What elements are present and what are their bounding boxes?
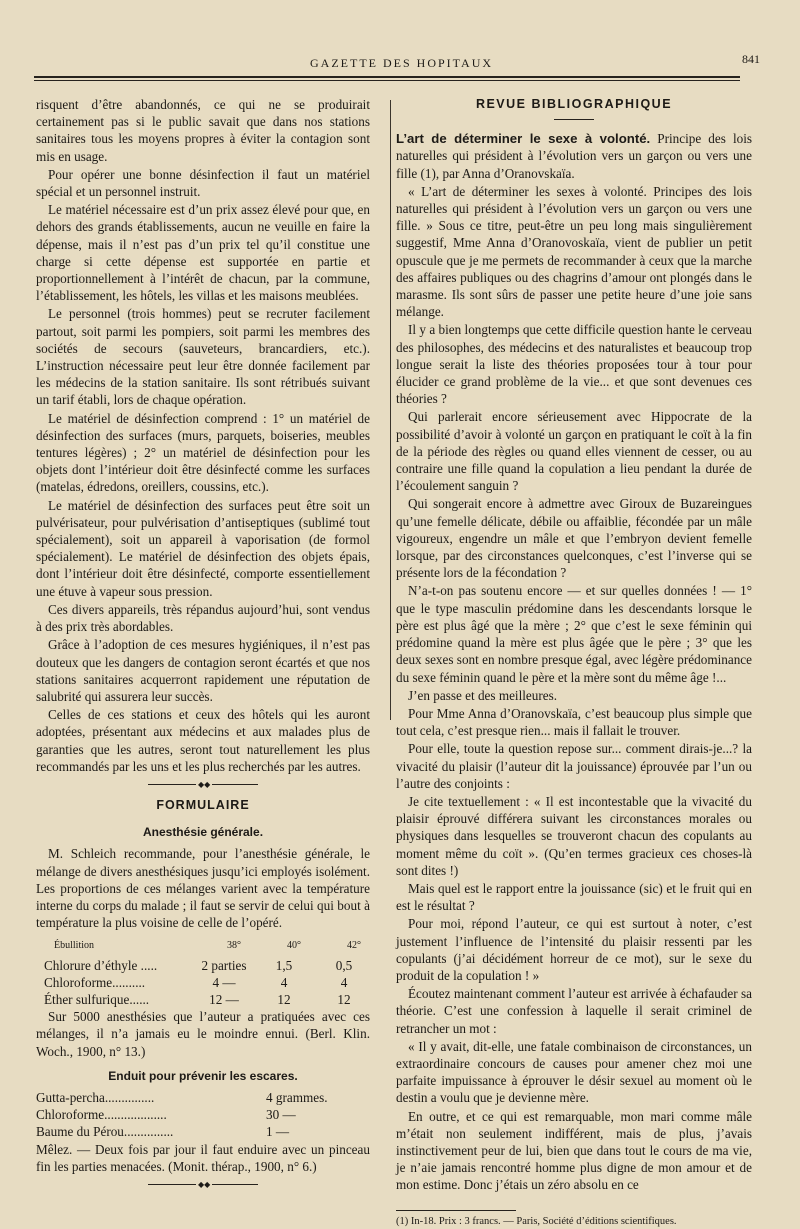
paragraph: N’a-t-on pas soutenu encore — et sur quelles données ! — 1° que le type masculin prédomine dans les descendants lorsque le père est plus âgé que la mère ; 2° que c’est le sexe féminin qui prédomine quand la mère est plus âgée que le père ; 3° que les deux sexes sont en nombre presque égal, avec légère prédominance du sexe féminin quand le père et la mère sont du même âge !... <box>396 583 752 685</box>
journal-title: GAZETTE DES HOPITAUX <box>310 56 494 70</box>
table-cell: 12 <box>277 991 291 1007</box>
table-head-cell: 38° <box>227 940 241 952</box>
paragraph: « Il y avait, dit-elle, une fatale combinaison de circonstances, un extraordinaire concours de causes pour amener chez moi une parfaite impuissance à éprouver le désir sexuel au moment où le destin a voulu que je devienne mère. <box>396 1038 752 1106</box>
column-rule <box>390 100 391 720</box>
rx-ingredient: Baume du Pérou............... <box>36 1124 174 1140</box>
paragraph: J’en passe et des meilleures. <box>408 687 558 703</box>
paragraph: risquent d’être abandonnés, ce qui ne se produirait certainement pas si le public savait que dans nos stations sanitaires tous les moyens propres à éviter la contagion sont mis en usage. <box>36 97 370 164</box>
right-column <box>396 96 752 1229</box>
review-title: REVUE BIBLIOGRAPHIQUE <box>475 97 673 111</box>
left-column <box>36 96 370 1191</box>
rx-quantity: 30 — <box>266 1107 296 1123</box>
book-title: L’art de déterminer le sexe à volonté. <box>396 131 651 147</box>
table-cell: 12 <box>337 991 351 1007</box>
table-head-cell: 42° <box>347 940 361 952</box>
table-row <box>44 974 370 991</box>
paragraph: Mêlez. — Deux fois par jour il faut enduire avec un pinceau fin les parties menacées. (Monit. thérap., 1900, n° 6.) <box>36 1141 370 1174</box>
footnote: (1) In-18. Prix : 3 francs. — Paris, Société d’éditions scientifiques. <box>396 1215 677 1227</box>
header-rule <box>34 76 740 81</box>
page-number: 841 <box>742 52 760 66</box>
paragraph: Le matériel nécessaire est d’un prix assez élevé pour que, en dehors des grands établissements, aucun ne veuille en faire la dépense, mais il n’est pas d’un prix tel qu’il constitue une charge si cette dépense est supportée en partie et proportionnellement à l’intérêt de chacun, par la commune, l’établissement, les hôtels, les villas et les maisons meublées. <box>36 202 370 304</box>
paragraph: Le matériel de désinfection comprend : 1° un matériel de désinfection des surfaces (murs, parquets, boiseries, meubles tentures légères) ; 2° un matériel de désinfection pour les objets dont l’intérieur doit être désinfecté comme les surfaces (matelas, édredons, oreillers, coussins, etc.). <box>36 410 370 495</box>
table-cell: Chlorure d’éthyle ..... <box>44 957 158 973</box>
prescription-row <box>36 1106 370 1123</box>
book-description: Principe des lois naturelles qui président à l’évolution vers un garçon ou vers une fille (1), par Anna d’Oranovskaïa. <box>396 131 753 181</box>
ornament-divider <box>148 781 258 789</box>
footnote-rule <box>396 1210 516 1211</box>
prescription-row <box>36 1089 370 1106</box>
rx-quantity: 4 grammes. <box>266 1089 328 1105</box>
paragraph: Le matériel de désinfection des surfaces peut être soit un pulvérisateur, pour pulvérisation d’antiseptiques (sublimé tout spécialement), soit un appareil à vaporisation (de formol spécialement). Le matériel de désinfection des objets épais, dont l’intérieur doit être désinfecté, comporte essentiellement une étuve à vapeur sous pression. <box>36 497 370 599</box>
rx-ingredient: Gutta-percha............... <box>36 1089 155 1105</box>
paragraph: Pour opérer une bonne désinfection il faut un matériel spécial et un personnel instruit. <box>36 166 370 200</box>
anesthesie-title: Anesthésie générale. <box>142 825 264 840</box>
table-cell: 4 — <box>212 974 236 990</box>
paragraph: Le personnel (trois hommes) peut se recruter facilement partout, soit parmi les pompiers, soit parmi les membres des sociétés de secours (sauveteurs, brancardiers, etc.). L’instruction nécessaire peut leur être donnée facilement par les médecins de la station sanitaire. Ils sont rétribués suivant un tarif établi, lors de chaque opération. <box>36 306 370 408</box>
book-entry <box>396 130 752 182</box>
table-cell: 1,5 <box>275 957 293 973</box>
table-cell: 4 <box>280 974 288 990</box>
paragraph: M. Schleich recommande, pour l’anesthésie générale, le mélange de divers anesthésiques jusqu’ici employés isolément. Les proportions de ces mélanges varient avec la température interne du corps du malade ; il faut se servir de celui qui bout à température la plus voisine de celle de l’opéré. <box>36 846 370 931</box>
paragraph: Pour moi, répond l’auteur, ce qui est surtout à noter, c’est justement l’influence de l’intensité du plaisir ressenti par les copulants (j’ai décidément horreur de ce mot), sur le sexe du produit de la copulation ! » <box>396 916 752 983</box>
title-rule <box>554 119 594 120</box>
table-cell: Chloroforme.......... <box>44 974 146 990</box>
rx-quantity: 1 — <box>266 1124 290 1140</box>
prescription-row <box>36 1123 370 1140</box>
table-head-cell: 40° <box>287 940 301 952</box>
table-cell: 0,5 <box>335 957 353 973</box>
table-header <box>54 937 370 954</box>
paragraph: En outre, et ce qui est remarquable, mon mari comme mâle m’était non seulement indifférent, mais de plus, j’avais instinctivement peur de lui, bien que dans tout le cours de ma vie, je n’aie jamais rencontré homme plus digne de mon amour et de mon estime. Donc j’étais un zéro absolu en ce <box>396 1108 752 1193</box>
table-cell: Éther sulfurique...... <box>44 991 150 1007</box>
paragraph: Mais quel est le rapport entre la jouissance (sic) et le fruit qui en est le résultat ? <box>396 880 752 914</box>
paragraph: Grâce à l’adoption de ces mesures hygiéniques, il n’est pas douteux que les dangers de contagion seront écartés et que nos stations sanitaires acquerront rapidement une réputation de salubrité qui assurera leur succès. <box>36 637 370 704</box>
paragraph: Ces divers appareils, très répandus aujourd’hui, sont vendus à des prix très abordables. <box>36 601 370 635</box>
paragraph: Qui parlerait encore sérieusement avec Hippocrate de la possibilité d’avoir à volonté un garçon en pratiquant le coït à la fin de la période des règles ou quand elles viennent de cesser, ou au contraire une fille quand la copulation a lieu pendant la durée de l’écoulement sanguin ? <box>396 409 752 494</box>
paragraph: Pour Mme Anna d’Oranovskaïa, c’est beaucoup plus simple que tout cela, c’est presque rien... mais il fallait le trouver. <box>396 705 752 739</box>
paragraph: Qui songerait encore à admettre avec Giroux de Buzareingues qu’une femelle délicate, débile ou affaiblie, fécondée par un mâle vigoureux, engendre un mâle et que l’embryon devient femelle lorsque, par des circonstances quelconques, c’est l’inverse qui se présente lors de la fécondation ? <box>396 496 752 581</box>
paragraph: Pour elle, toute la question repose sur... comment dirais-je...? la vivacité du plaisir (l’auteur dit la jouissance) éprouvée par l’un ou l’autre des conjoints : <box>396 741 752 791</box>
table-head-cell: Ébullition <box>54 940 94 952</box>
paragraph: Sur 5000 anesthésies que l’auteur a pratiquées avec ces mélanges, il n’a jamais eu le moindre ennui. (Berl. Klin. Woch., 1900, n° 13.) <box>36 1009 370 1059</box>
ornament-divider <box>148 1181 258 1189</box>
escares-title: Enduit pour prévenir les escares. <box>108 1068 298 1083</box>
rx-ingredient: Chloroforme................... <box>36 1107 167 1123</box>
table-cell: 4 <box>340 974 348 990</box>
table-cell: 12 — <box>209 991 239 1007</box>
paragraph: Celles de ces stations et ceux des hôtels qui les auront adoptées, présentant aux médecins et aux malades plus de garanties que les autres, seront tout naturellement les plus recommandés par les uns et les plus recherchés par les autres. <box>36 707 370 774</box>
paragraph: Écoutez maintenant comment l’auteur est arrivée à échafauder sa théorie. C’est une confession à laquelle il serait criminel de retrancher un mot : <box>396 986 752 1036</box>
formulaire-title: FORMULAIRE <box>156 797 250 812</box>
paragraph: Il y a bien longtemps que cette difficile question hante le cerveau des philosophes, des médecins et des naturalistes et beaucoup trop longue serait la liste des théories proposées tour à tour pour élucider ce grand problème de la vie... et que sont devenues ces théories ? <box>396 322 752 407</box>
paragraph: « L’art de déterminer les sexes à volonté. Principes des lois naturelles qui président à l’évolution vers un garçon ou vers une fille. » Sous ce titre, peut-être un peu long mais singulièrement suggestif, Mme Anna d’Oranovoskaïa, vient de publier un petit opuscule que je me permets de recommander à ceux que la marche des affaires publiques ou des chagrins d’amour ont plongés dans le marasme. Ils sont sûrs de passer une petite heure d’une joie sans mélange. <box>396 183 752 320</box>
paragraph: Je cite textuellement : « Il est incontestable que la vivacité du plaisir éprouvé différera suivant les circonstances morales ou physiques dans lesquelles se trouveront chacun des copulants au moment même du coït ». (Qu’en termes gracieux ces choses-là sont dites !) <box>396 793 752 878</box>
page-header <box>40 52 760 76</box>
table-cell: 2 parties <box>201 957 247 973</box>
table-row <box>44 957 370 974</box>
table-row <box>44 991 370 1008</box>
